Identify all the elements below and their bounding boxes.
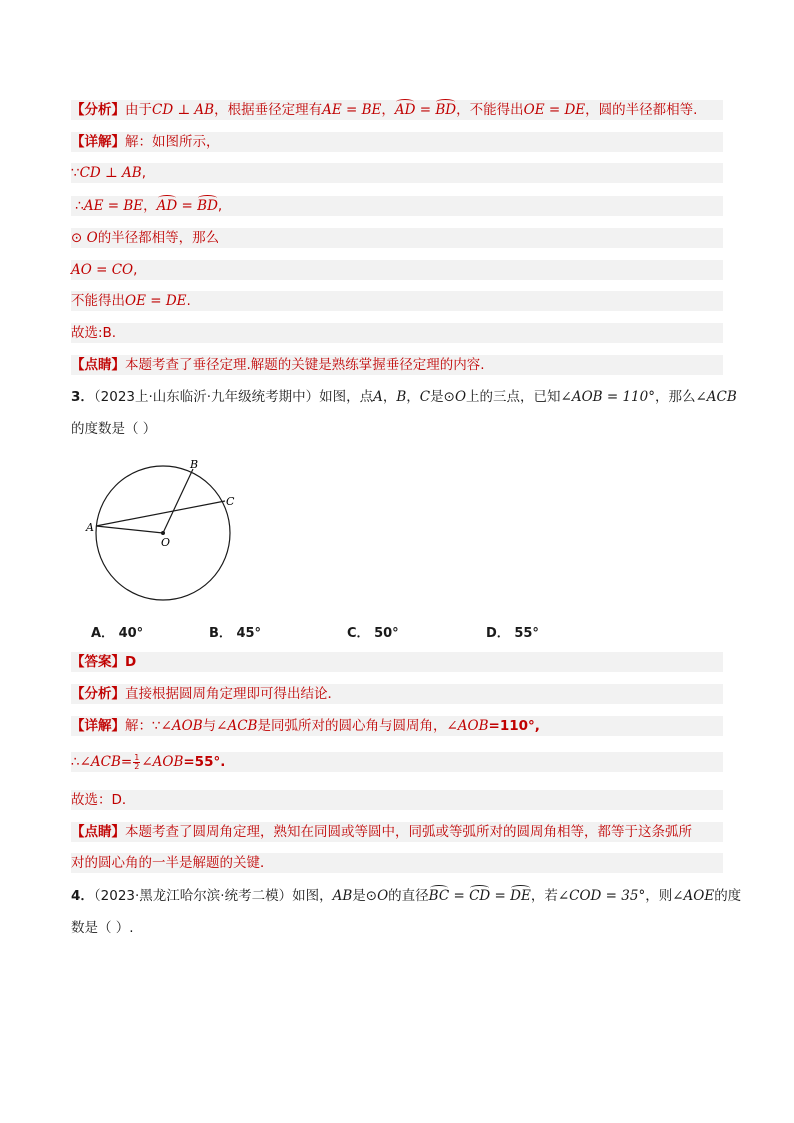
q3-detail-row [71, 716, 723, 736]
comment-row [71, 355, 723, 375]
detail-intro: 解：如图所示， [125, 134, 220, 150]
option-a: A． 40° [91, 626, 144, 641]
label-b: B [190, 458, 199, 471]
q3-comment-text-1: 本题考查了圆周角定理，熟知在同圆或等圆中，同弧或等弧所对的圆周角相等，都等于这条弧所 [125, 824, 692, 840]
choice-text: 故选:B. [71, 325, 117, 341]
option-b: B． 45° [209, 626, 262, 641]
q3-analysis-text: 直接根据圆周角定理即可得出结论． [125, 686, 341, 702]
q3-comment-row [71, 822, 723, 842]
fraction-half: $\frac{1}{2}$ [134, 752, 140, 771]
q3-analysis-tag: 【分析】 [71, 686, 125, 702]
choice-row [71, 323, 723, 343]
answer-row [71, 652, 723, 672]
answer-value: D [125, 654, 137, 670]
detail-line-3: ⊙ O的半径都相等，那么 [71, 228, 723, 248]
comment-text: 本题考查了垂径定理.解题的关键是熟练掌握垂径定理的内容. [125, 357, 485, 373]
detail-line-5: 不能得出OE = DE. [71, 291, 723, 311]
q3-choice-row [71, 790, 723, 810]
q3-analysis-row [71, 684, 723, 704]
detail-row [71, 132, 723, 152]
detail-tag: 【详解】 [71, 134, 125, 150]
detail-line-1: ∵CD ⊥ AB, [71, 163, 723, 183]
question-number: 3． [71, 389, 94, 405]
question-3-stem-2: 的度数是（ ） [71, 421, 157, 437]
analysis-row [71, 100, 723, 120]
option-d: D． 55° [486, 626, 539, 641]
q4-number: 4． [71, 888, 94, 904]
option-c: C． 50° [347, 626, 399, 641]
analysis-text: 由于CD ⊥ AB，根据垂径定理有AE = BE，AD = BD，不能得出OE = DE，圆的半径都相等. [125, 102, 698, 118]
question-4-stem: 4．（2023·黑龙江哈尔滨·统考二模）如图，AB是⊙O的直径BC = CD = DE，若∠COD = 35°，则∠AOE的度 [71, 888, 742, 904]
q3-detail-line-2: ∴∠ACB= $\frac{1}{2}$ ∠AOB=55°. [71, 752, 723, 772]
segment-ao [96, 526, 163, 533]
answer-options [91, 622, 731, 642]
detail-line-4: AO = CO, [71, 260, 723, 280]
answer-tag: 【答案】 [71, 654, 125, 670]
question-source: （2023上·山东临沂·九年级统考期中） [93, 389, 320, 405]
label-c: C [226, 495, 235, 508]
segment-ac [96, 501, 225, 526]
question-3-stem: 3．（2023上·山东临沂·九年级统考期中）如图，点A，B，C是⊙O上的三点，已知∠AOB = 110°，那么∠ACB [71, 389, 737, 405]
label-a: A [86, 521, 94, 534]
q3-detail-tag: 【详解】 [71, 718, 125, 734]
q3-comment-tag: 【点睛】 [71, 824, 125, 840]
q4-source: （2023·黑龙江哈尔滨·统考二模） [93, 888, 293, 904]
detail-line-2: ∴AE = BE，AD = BD, [71, 196, 723, 216]
q3-comment-text-2: 对的圆心角的一半是解题的关键． [71, 855, 274, 871]
q3-choice-text: 故选：D． [71, 792, 136, 808]
q3-detail-text: 解：∵∠AOB与∠ACB是同弧所对的圆心角与圆周角，∠AOB=110°, [125, 718, 540, 734]
q3-comment-row-2 [71, 853, 723, 873]
comment-tag: 【点睛】 [71, 357, 125, 373]
question-4-stem-2: 数是（ ）. [71, 920, 134, 936]
circle-figure [80, 455, 250, 615]
label-o: O [161, 536, 171, 549]
segment-ob [163, 469, 193, 533]
center-point [161, 531, 165, 535]
analysis-tag: 【分析】 [71, 102, 125, 118]
